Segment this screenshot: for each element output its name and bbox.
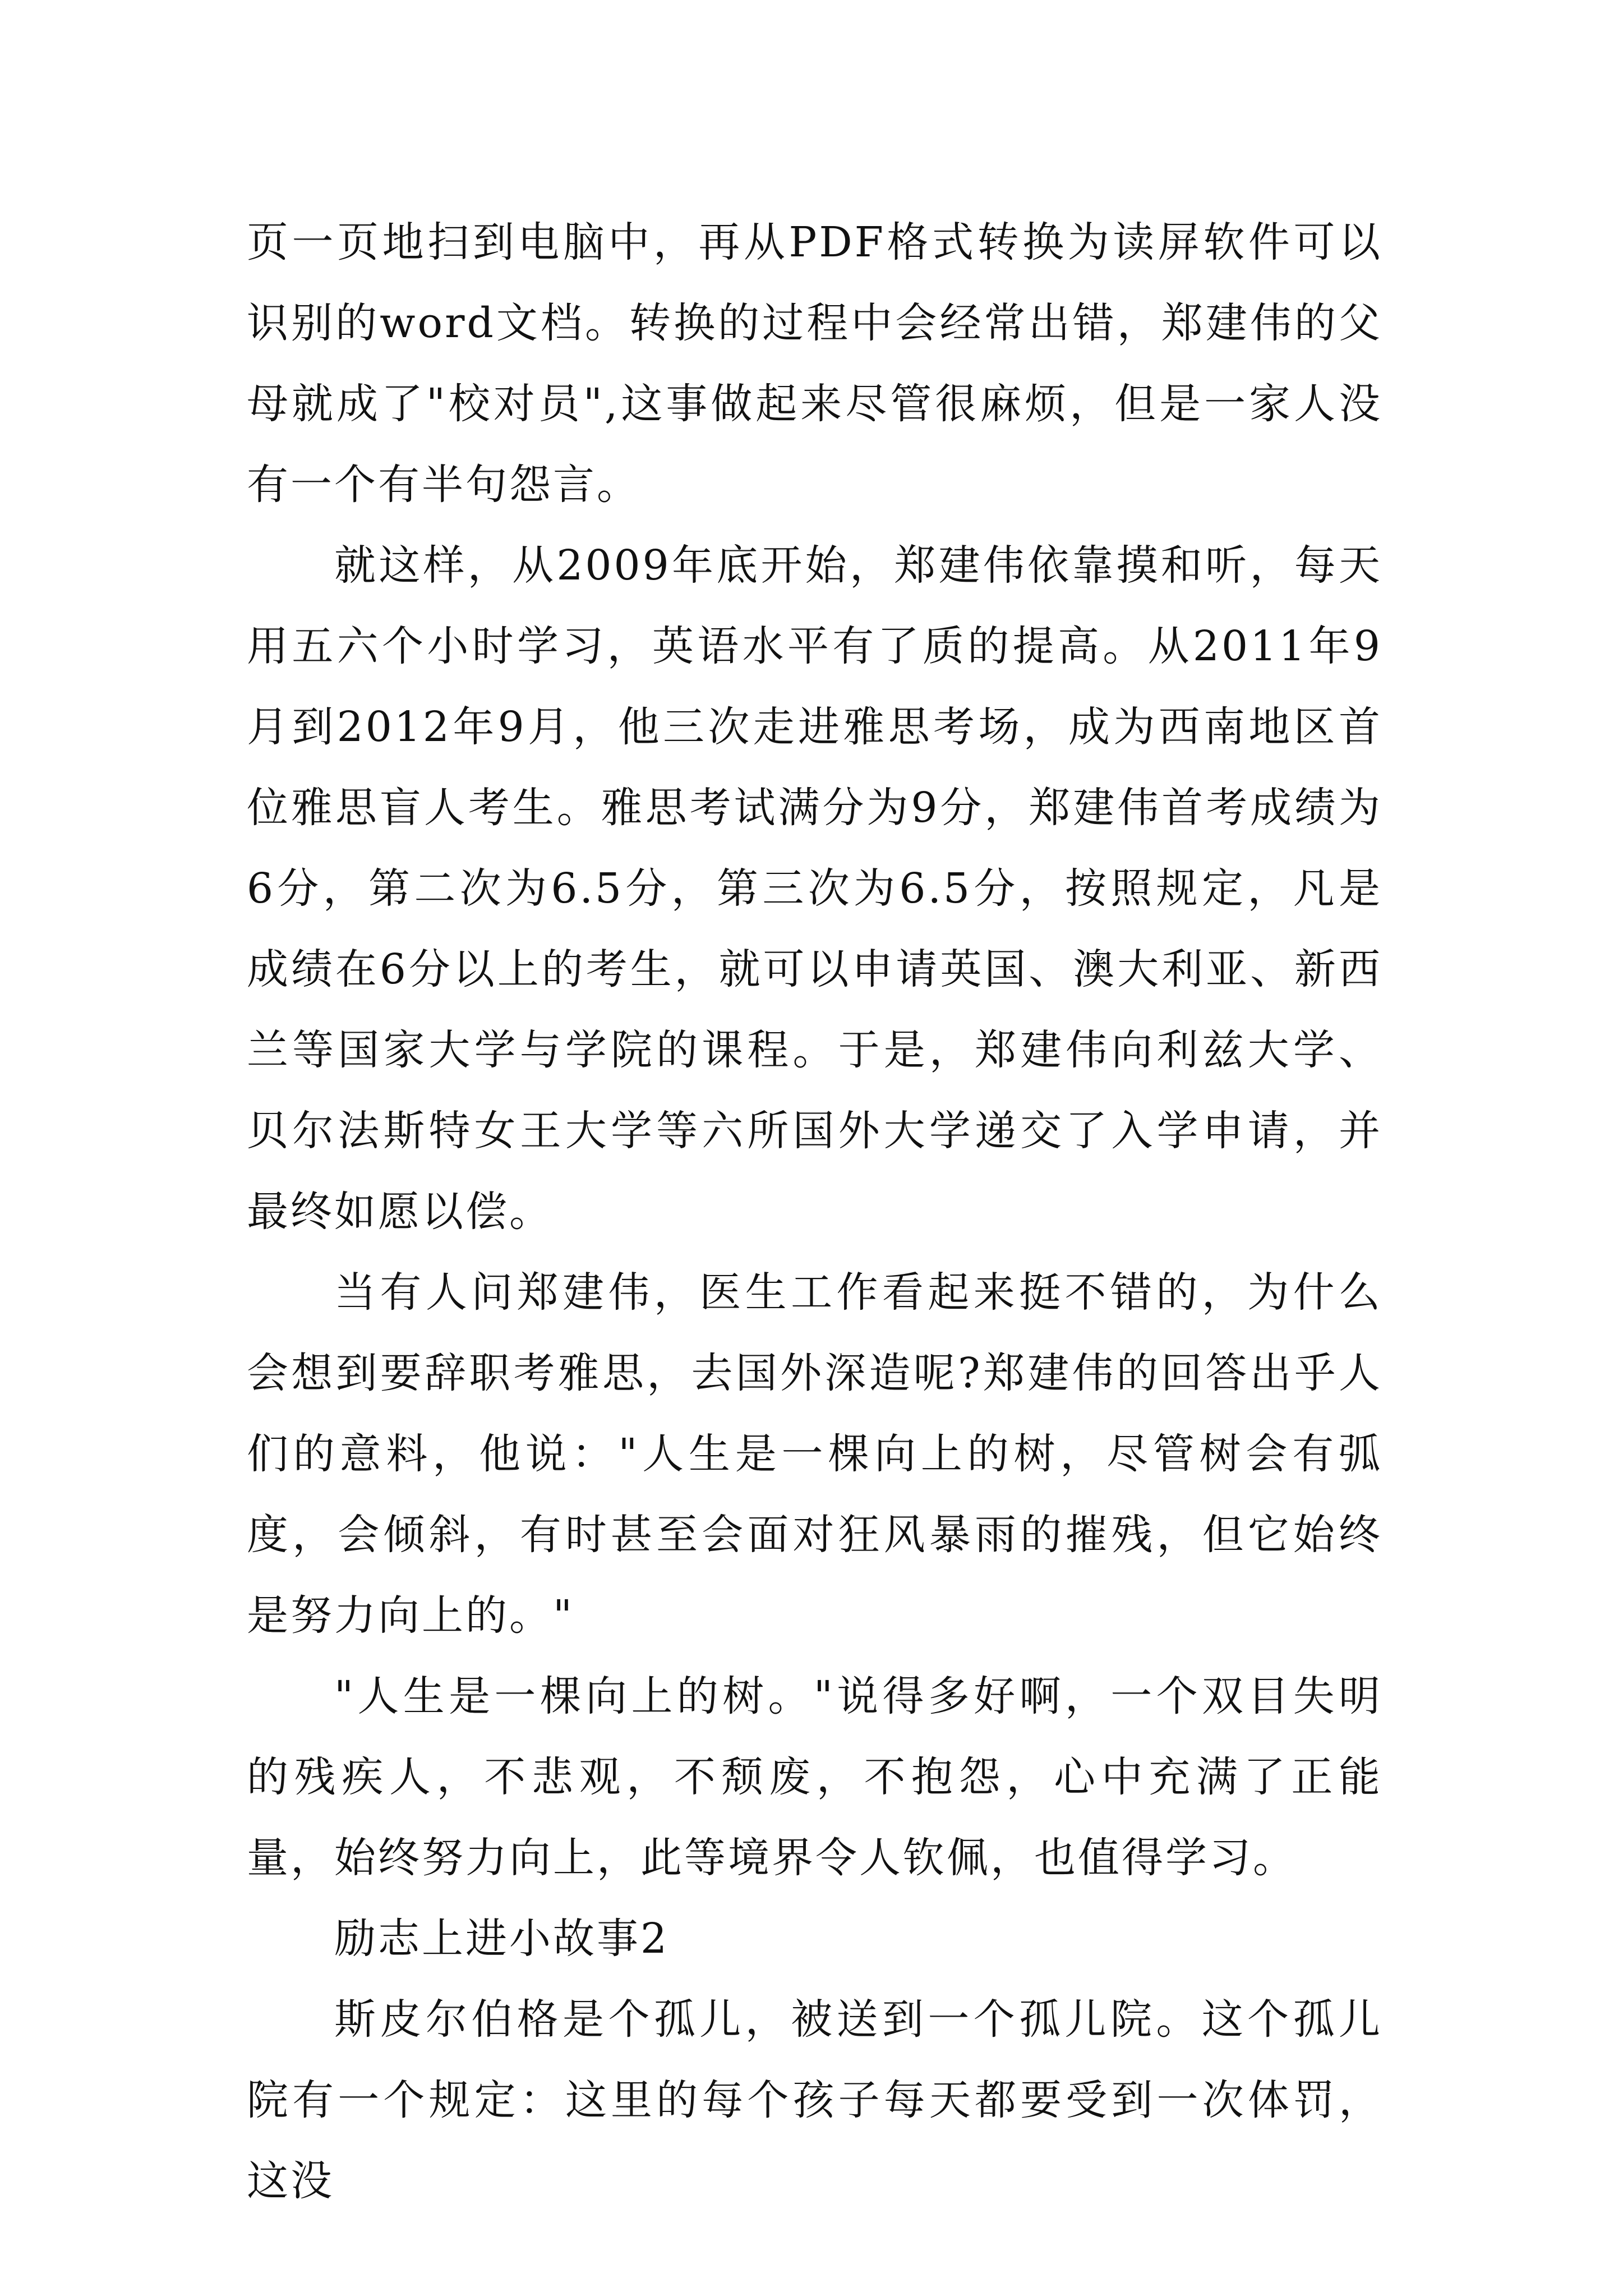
paragraph-5: 斯皮尔伯格是个孤儿，被送到一个孤儿院。这个孤儿院有一个规定：这里的每个孩子每天都要受到一次体罚，这没 — [247, 1995, 1382, 2205]
body-text — [247, 202, 1382, 2221]
paragraph-2: 就这样，从2009年底开始，郑建伟依靠摸和听，每天用五六个小时学习，英语水平有了质的提高。从2011年9月到2012年9月，他三次走进雅思考场，成为西南地区首位雅思盲人考生。雅思考试满分为9分，郑建伟首考成绩为6分，第二次为6.5分，第三次为6.5分，按照规定，凡是成绩在6分以上的考生，就可以申请英国、澳大利亚、新西兰等国家大学与学院的课程。于是，郑建伟向利兹大学、贝尔法斯特女王大学等六所国外大学递交了入学申请，并最终如愿以偿。 — [247, 541, 1382, 1236]
paragraph-1: 页一页地扫到电脑中，再从PDF格式转换为读屏软件可以识别的word文档。转换的过程中会经常出错，郑建伟的父母就成了"校对员",这事做起来尽管很麻烦，但是一家人没有一个有半句怨言。 — [247, 218, 1382, 509]
paragraph-4: "人生是一棵向上的树。"说得多好啊，一个双目失明的残疾人，不悲观，不颓废，不抱怨，心中充满了正能量，始终努力向上，此等境界令人钦佩，也值得学习。 — [247, 1672, 1382, 1882]
section-heading: 励志上进小故事2 — [334, 1915, 670, 1963]
paragraph-3: 当有人问郑建伟，医生工作看起来挺不错的，为什么会想到要辞职考雅思，去国外深造呢?郑建伟的回答出乎人们的意料，他说："人生是一棵向上的树，尽管树会有弧度，会倾斜，有时甚至会面对狂风暴雨的摧残，但它始终是努力向上的。" — [247, 1268, 1382, 1640]
